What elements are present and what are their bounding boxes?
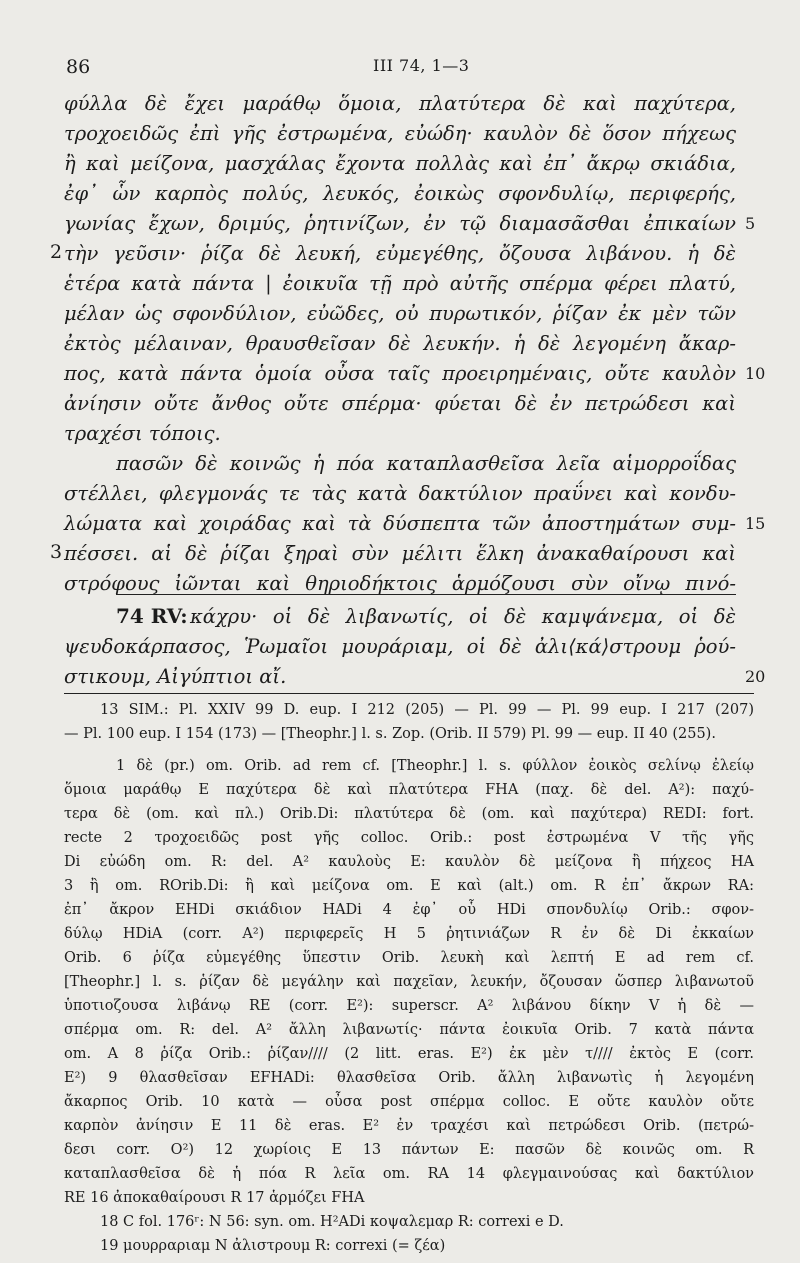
running-head: III 74, 1—3 bbox=[373, 56, 470, 75]
apparatus-line: ἐπ᾽ ἄκρον EHDi σκιάδιον HADi 4 ἐφ᾽ οὗ HDi σπονδυλίῳ Orib.: σφον- bbox=[64, 902, 754, 918]
testimonia-line: — Pl. 100 eup. I 154 (173) — [Theophr.] l. s. Zop. (Orib. II 579) Pl. 99 — eup. II 40 (255). bbox=[64, 726, 716, 742]
apparatus-line: 3 ἢ om. ROrib.Di: ἢ καὶ μείζονα om. E καὶ (alt.) om. R ἐπ᾽ ἄκρων RA: bbox=[64, 878, 754, 894]
text-line: πέσσει. αἱ δὲ ῥίζαι ξηραὶ σὺν μέλιτι ἕλκη ἀνακαθαίρουσι καὶ bbox=[64, 542, 736, 565]
apparatus-line: δεσι corr. O²) 12 χωρίοις E 13 πάντων E: πασῶν δὲ κοινῶς om. R bbox=[64, 1142, 754, 1158]
text-line: κάχρυ· οἱ δὲ λιβανωτίς, οἱ δὲ καμψάνεμα, οἱ δὲ bbox=[190, 605, 736, 628]
apparatus-line: [Theophr.] l. s. ῥίζαν δὲ μεγάλην καὶ παχεῖαν, λευκήν, ὄζουσαν ὥσπερ λιβανωτοῦ bbox=[64, 974, 754, 990]
apparatus-line: ἄκαρπος Orib. 10 κατὰ — οὖσα post σπέρμα colloc. E οὔτε καυλὸν οὔτε bbox=[64, 1094, 754, 1110]
text-line: φύλλα δὲ ἔχει μαράθῳ ὅμοια, πλατύτερα δὲ καὶ παχύτερα, bbox=[64, 92, 736, 115]
text-line: ἢ καὶ μείζονα, μασχάλας ἔχοντα πολλὰς καὶ ἐπ᾽ ἄκρῳ σκιάδια, bbox=[64, 152, 736, 175]
line-number: 20 bbox=[745, 667, 766, 686]
apparatus-line: om. A 8 ῥίζα Orib.: ῥίζαν//// (2 litt. eras. E²) ἐκ μὲν τ//// ἐκτὸς E (corr. bbox=[64, 1046, 754, 1062]
testimonia-line: 13 SIM.: Pl. XXIV 99 D. eup. I 212 (205) — Pl. 99 — Pl. 99 eup. I 217 (207) bbox=[100, 702, 754, 718]
apparatus-line: ὅμοια μαράθῳ E παχύτερα δὲ καὶ πλατύτερα FHA (παχ. δὲ del. A²): παχύ- bbox=[64, 782, 754, 798]
apparatus-line: 18 C fol. 176ʳ: N 56: syn. om. H²ADi κοψαλεμαρ R: correxi e D. bbox=[100, 1214, 564, 1230]
apparatus-line: RE 16 ἀποκαθαίρουσι R 17 ἁρμόζει FHA bbox=[64, 1190, 365, 1206]
apparatus-line: καρπὸν ἀνίησιν E 11 δὲ eras. E² ἐν τραχέσι καὶ πετρώδεσι Orib. (πετρώ- bbox=[64, 1118, 754, 1134]
apparatus-rule bbox=[64, 693, 754, 694]
apparatus-line: σπέρμα om. R: del. A² ἄλλη λιβανωτίς· πάντα ἐοικυῖα Orib. 7 κατὰ πάντα bbox=[64, 1022, 754, 1038]
margin-number: 2 bbox=[50, 241, 63, 263]
text-line: πασῶν δὲ κοινῶς ἡ πόα καταπλασθεῖσα λεῖα αἱμορροΐδας bbox=[116, 452, 736, 475]
text-line: μέλαν ὡς σφονδύλιον, εὐῶδες, οὐ πυρωτικόν, ῥίζαν ἐκ μὲν τῶν bbox=[64, 302, 736, 325]
line-number: 10 bbox=[745, 364, 766, 383]
text-line: τραχέσι τόποις. bbox=[64, 422, 221, 445]
text-line: στικουμ, Αἰγύπτιοι αἴ. bbox=[64, 665, 287, 688]
apparatus-line: τερα δὲ (om. καὶ πλ.) Orib.Di: πλατύτερα δὲ (om. καὶ παχύτερα) REDI: fort. bbox=[64, 806, 754, 822]
apparatus-line: Di εὐώδη om. R: del. A² καυλοὺς E: καυλὸν δὲ μείζονα ἢ πήχεος HA bbox=[64, 854, 754, 870]
text-line: γωνίας ἔχων, δριμύς, ῥητινίζων, ἐν τῷ διαμασᾶσθαι ἐπικαίων bbox=[64, 212, 736, 235]
text-line: ἀνίησιν οὔτε ἄνθος οὔτε σπέρμα· φύεται δὲ ἐν πετρώδεσι καὶ bbox=[64, 392, 736, 415]
section-rule bbox=[116, 594, 736, 595]
text-line: ψευδοκάρπασος, Ῥωμαῖοι μουράριαμ, οἱ δὲ ἀλι⟨κά⟩στρουμ ῥού- bbox=[64, 635, 736, 658]
apparatus-line: δύλῳ HDiA (corr. A²) περιφερεῖς H 5 ῥητινιάζων R ἐν δὲ Di ἐκκαίων bbox=[64, 926, 754, 942]
text-line: στρόφους ἰῶνται καὶ θηριοδήκτοις ἁρμόζουσι σὺν οἴνῳ πινό- bbox=[64, 572, 736, 595]
text-line: ἑτέρα κατὰ πάντα | ἐοικυῖα τῇ πρὸ αὐτῆς σπέρμα φέρει πλατύ, bbox=[64, 272, 736, 295]
chapter-label: 74 RV: bbox=[116, 604, 188, 628]
text-line: ἐκτὸς μέλαιναν, θραυσθεῖσαν δὲ λευκήν. ἡ δὲ λεγομένη ἄκαρ- bbox=[64, 332, 736, 355]
text-line: στέλλει, φλεγμονάς τε τὰς κατὰ δακτύλιον πραΰνει καὶ κονδυ- bbox=[64, 482, 736, 505]
apparatus-line: E²) 9 θλασθεῖσαν EFHADi: θλασθεῖσα Orib. ἄλλη λιβανωτὶς ἡ λεγομένη bbox=[64, 1070, 754, 1086]
line-number: 15 bbox=[745, 514, 766, 533]
apparatus-line: ὑποτιοζουσα λιβάνῳ RE (corr. E²): superscr. A² λιβάνου δίκην V ἡ δὲ — bbox=[64, 998, 754, 1014]
apparatus-line: καταπλασθεῖσα δὲ ἡ πόα R λεῖα om. RA 14 φλεγμαινούσας καὶ δακτύλιον bbox=[64, 1166, 754, 1182]
apparatus-line: 1 δὲ (pr.) om. Orib. ad rem cf. [Theophr.] l. s. φύλλον ἐοικὸς σελίνῳ ἐλείῳ bbox=[116, 758, 754, 774]
apparatus-line: Orib. 6 ῥίζα εὐμεγέθης ὕπεστιν Orib. λευκὴ καὶ λεπτή E ad rem cf. bbox=[64, 950, 754, 966]
apparatus-line: 19 μουρραριαμ N ἀλιστρουμ R: correxi (= ζέα) bbox=[100, 1238, 446, 1254]
text-line: ἐφ᾽ ὧν καρπὸς πολύς, λευκός, ἐοικὼς σφονδυλίῳ, περιφερής, bbox=[64, 182, 736, 205]
page-number: 86 bbox=[66, 56, 91, 78]
text-line: τὴν γεῦσιν· ῥίζα δὲ λευκή, εὐμεγέθης, ὄζουσα λιβάνου. ἡ δὲ bbox=[64, 242, 736, 265]
text-line: λώματα καὶ χοιράδας καὶ τὰ δύσπεπτα τῶν ἀποστημάτων συμ- bbox=[64, 512, 736, 535]
apparatus-line: recte 2 τροχοειδῶς post γῆς colloc. Orib.: post ἐστρωμένα V τῆς γῆς bbox=[64, 830, 754, 846]
line-number: 5 bbox=[745, 214, 756, 233]
text-line: πος, κατὰ πάντα ὁμοία οὖσα ταῖς προειρημέναις, οὔτε καυλὸν bbox=[64, 362, 736, 385]
margin-number: 3 bbox=[50, 541, 63, 563]
text-line: τροχοειδῶς ἐπὶ γῆς ἐστρωμένα, εὐώδη· καυλὸν δὲ ὅσον πήχεως bbox=[64, 122, 736, 145]
